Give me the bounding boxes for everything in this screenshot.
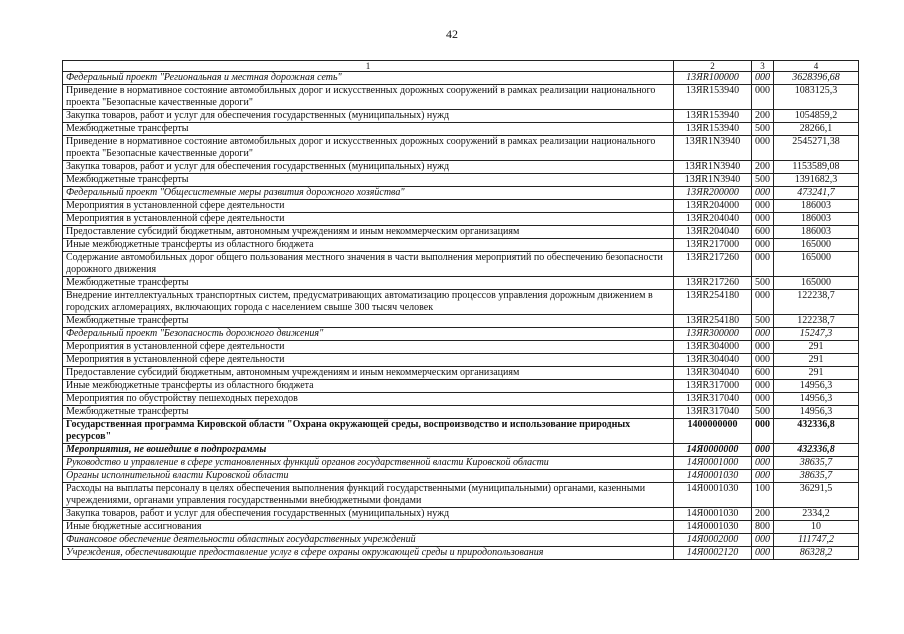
row-amount: 111747,2 [774, 534, 859, 547]
row-code: 14Я0000000 [674, 444, 752, 457]
table-row [63, 457, 859, 470]
row-name: Содержание автомобильных дорог общего пользования местного значения в части выполнения мероприятий по обеспечению безопасности дорожного движения [63, 252, 674, 277]
row-expense-type: 000 [752, 200, 774, 213]
row-expense-type: 600 [752, 367, 774, 380]
table-row [63, 110, 859, 123]
header-col-2: 2 [674, 61, 752, 72]
row-expense-type: 000 [752, 547, 774, 560]
row-name: Межбюджетные трансферты [63, 174, 674, 187]
table-row [63, 393, 859, 406]
row-amount: 291 [774, 354, 859, 367]
row-amount: 186003 [774, 200, 859, 213]
row-name: Мероприятия, не вошедшие в подпрограммы [63, 444, 674, 457]
table-row [63, 483, 859, 508]
table-row [63, 72, 859, 85]
row-name: Государственная программа Кировской области "Охрана окружающей среды, воспроизводство и использование природных ресурсов" [63, 419, 674, 444]
row-name: Мероприятия по обустройству пешеходных переходов [63, 393, 674, 406]
table-row [63, 252, 859, 277]
table-row [63, 290, 859, 315]
row-expense-type: 000 [752, 457, 774, 470]
row-amount: 291 [774, 367, 859, 380]
table-row [63, 200, 859, 213]
table-row [63, 277, 859, 290]
row-code: 13ЯR200000 [674, 187, 752, 200]
row-amount: 432336,8 [774, 444, 859, 457]
row-code: 14Я0001030 [674, 470, 752, 483]
table-row [63, 508, 859, 521]
row-amount: 86328,2 [774, 547, 859, 560]
row-amount: 186003 [774, 226, 859, 239]
row-expense-type: 600 [752, 226, 774, 239]
row-expense-type: 000 [752, 72, 774, 85]
table-row [63, 521, 859, 534]
row-name: Федеральный проект "Общесистемные меры развития дорожного хозяйства" [63, 187, 674, 200]
table-row [63, 174, 859, 187]
row-expense-type: 000 [752, 85, 774, 110]
row-expense-type: 000 [752, 419, 774, 444]
row-expense-type: 000 [752, 534, 774, 547]
table-header-row [63, 61, 859, 72]
row-code: 14Я0001000 [674, 457, 752, 470]
row-code: 13ЯR1N3940 [674, 174, 752, 187]
row-code: 14Я0002000 [674, 534, 752, 547]
row-amount: 38635,7 [774, 470, 859, 483]
row-name: Расходы на выплаты персоналу в целях обеспечения выполнения функций государственными (муниципальными) органами, казенными учреждениями, органами управления государственными внебюджетными фондами [63, 483, 674, 508]
row-amount: 165000 [774, 252, 859, 277]
row-code: 13ЯR304040 [674, 367, 752, 380]
row-amount: 1153589,08 [774, 161, 859, 174]
row-name: Иные бюджетные ассигнования [63, 521, 674, 534]
budget-table [62, 60, 859, 560]
table-row [63, 226, 859, 239]
row-expense-type: 000 [752, 341, 774, 354]
row-expense-type: 200 [752, 110, 774, 123]
row-name: Предоставление субсидий бюджетным, автономным учреждениям и иным некоммерческим организациям [63, 226, 674, 239]
row-expense-type: 800 [752, 521, 774, 534]
row-name: Закупка товаров, работ и услуг для обеспечения государственных (муниципальных) нужд [63, 110, 674, 123]
header-col-4: 4 [774, 61, 859, 72]
row-expense-type: 200 [752, 161, 774, 174]
row-amount: 473241,7 [774, 187, 859, 200]
row-amount: 14956,3 [774, 380, 859, 393]
row-code: 14Я0001030 [674, 483, 752, 508]
table-row [63, 406, 859, 419]
row-expense-type: 000 [752, 380, 774, 393]
row-name: Внедрение интеллектуальных транспортных систем, предусматривающих автоматизацию процессов управления дорожным движением в городских агломерациях, включающих города с населением свыше 300 тысяч человек [63, 290, 674, 315]
table-row [63, 136, 859, 161]
row-code: 13ЯR217260 [674, 277, 752, 290]
row-name: Межбюджетные трансферты [63, 277, 674, 290]
row-code: 13ЯR100000 [674, 72, 752, 85]
row-name: Межбюджетные трансферты [63, 406, 674, 419]
row-name: Межбюджетные трансферты [63, 315, 674, 328]
row-amount: 36291,5 [774, 483, 859, 508]
header-col-1: 1 [63, 61, 674, 72]
row-amount: 291 [774, 341, 859, 354]
row-name: Приведение в нормативное состояние автомобильных дорог и искусственных дорожных сооружений в рамках реализации национального проекта "Безопасные качественные дороги" [63, 136, 674, 161]
row-amount: 432336,8 [774, 419, 859, 444]
row-code: 13ЯR304000 [674, 341, 752, 354]
table-row [63, 123, 859, 136]
row-amount: 122238,7 [774, 290, 859, 315]
row-code: 13ЯR317040 [674, 406, 752, 419]
row-amount: 1083125,3 [774, 85, 859, 110]
row-amount: 14956,3 [774, 406, 859, 419]
row-name: Межбюджетные трансферты [63, 123, 674, 136]
row-code: 13ЯR254180 [674, 315, 752, 328]
row-name: Предоставление субсидий бюджетным, автономным учреждениям и иным некоммерческим организациям [63, 367, 674, 380]
row-amount: 122238,7 [774, 315, 859, 328]
row-expense-type: 500 [752, 277, 774, 290]
row-code: 13ЯR217000 [674, 239, 752, 252]
table-row [63, 239, 859, 252]
row-amount: 14956,3 [774, 393, 859, 406]
row-code: 13ЯR304040 [674, 354, 752, 367]
row-code: 14Я0002120 [674, 547, 752, 560]
row-amount: 165000 [774, 277, 859, 290]
row-code: 13ЯR153940 [674, 110, 752, 123]
row-name: Федеральный проект "Безопасность дорожного движения" [63, 328, 674, 341]
table-row [63, 419, 859, 444]
row-expense-type: 500 [752, 123, 774, 136]
row-name: Приведение в нормативное состояние автомобильных дорог и искусственных дорожных сооружений в рамках реализации национального проекта "Безопасные качественные дороги" [63, 85, 674, 110]
row-code: 1400000000 [674, 419, 752, 444]
table-row [63, 470, 859, 483]
row-amount: 2334,2 [774, 508, 859, 521]
row-amount: 2545271,38 [774, 136, 859, 161]
page-number: 42 [446, 27, 458, 41]
table-row [63, 367, 859, 380]
row-expense-type: 500 [752, 174, 774, 187]
row-expense-type: 000 [752, 252, 774, 277]
row-expense-type: 500 [752, 315, 774, 328]
row-expense-type: 000 [752, 136, 774, 161]
row-name: Федеральный проект "Региональная и местная дорожная сеть" [63, 72, 674, 85]
row-code: 13ЯR204040 [674, 226, 752, 239]
row-expense-type: 000 [752, 444, 774, 457]
row-amount: 3628396,68 [774, 72, 859, 85]
table-row [63, 354, 859, 367]
row-code: 13ЯR300000 [674, 328, 752, 341]
row-amount: 10 [774, 521, 859, 534]
row-expense-type: 000 [752, 328, 774, 341]
row-name: Мероприятия в установленной сфере деятельности [63, 200, 674, 213]
row-code: 13ЯR1N3940 [674, 136, 752, 161]
row-name: Органы исполнительной власти Кировской области [63, 470, 674, 483]
row-name: Мероприятия в установленной сфере деятельности [63, 341, 674, 354]
row-code: 13ЯR153940 [674, 123, 752, 136]
row-code: 13ЯR317040 [674, 393, 752, 406]
row-name: Иные межбюджетные трансферты из областного бюджета [63, 239, 674, 252]
header-col-3: 3 [752, 61, 774, 72]
row-code: 13ЯR204000 [674, 200, 752, 213]
row-expense-type: 000 [752, 354, 774, 367]
row-code: 13ЯR254180 [674, 290, 752, 315]
row-expense-type: 100 [752, 483, 774, 508]
row-amount: 28266,1 [774, 123, 859, 136]
table-row [63, 444, 859, 457]
row-name: Учреждения, обеспечивающие предоставление услуг в сфере охраны окружающей среды и природопользования [63, 547, 674, 560]
table-row [63, 534, 859, 547]
row-code: 13ЯR204040 [674, 213, 752, 226]
row-name: Финансовое обеспечение деятельности областных государственных учреждений [63, 534, 674, 547]
row-name: Иные межбюджетные трансферты из областного бюджета [63, 380, 674, 393]
table-row [63, 380, 859, 393]
row-amount: 165000 [774, 239, 859, 252]
row-code: 13ЯR317000 [674, 380, 752, 393]
row-code: 14Я0001030 [674, 508, 752, 521]
row-amount: 1054859,2 [774, 110, 859, 123]
row-code: 13ЯR217260 [674, 252, 752, 277]
row-expense-type: 000 [752, 393, 774, 406]
row-amount: 1391682,3 [774, 174, 859, 187]
table-row [63, 547, 859, 560]
row-code: 13ЯR153940 [674, 85, 752, 110]
row-expense-type: 500 [752, 406, 774, 419]
table-row [63, 161, 859, 174]
table-row [63, 315, 859, 328]
row-expense-type: 000 [752, 213, 774, 226]
row-amount: 186003 [774, 213, 859, 226]
row-name: Закупка товаров, работ и услуг для обеспечения государственных (муниципальных) нужд [63, 508, 674, 521]
row-code: 13ЯR1N3940 [674, 161, 752, 174]
row-expense-type: 200 [752, 508, 774, 521]
row-name: Руководство и управление в сфере установленных функций органов государственной власти Кировской области [63, 457, 674, 470]
table-row [63, 328, 859, 341]
row-amount: 38635,7 [774, 457, 859, 470]
table-row [63, 341, 859, 354]
row-amount: 15247,3 [774, 328, 859, 341]
row-code: 14Я0001030 [674, 521, 752, 534]
row-expense-type: 000 [752, 187, 774, 200]
table-row [63, 187, 859, 200]
table-row [63, 213, 859, 226]
row-expense-type: 000 [752, 239, 774, 252]
row-name: Мероприятия в установленной сфере деятельности [63, 213, 674, 226]
row-name: Закупка товаров, работ и услуг для обеспечения государственных (муниципальных) нужд [63, 161, 674, 174]
table-row [63, 85, 859, 110]
row-expense-type: 000 [752, 470, 774, 483]
row-name: Мероприятия в установленной сфере деятельности [63, 354, 674, 367]
row-expense-type: 000 [752, 290, 774, 315]
